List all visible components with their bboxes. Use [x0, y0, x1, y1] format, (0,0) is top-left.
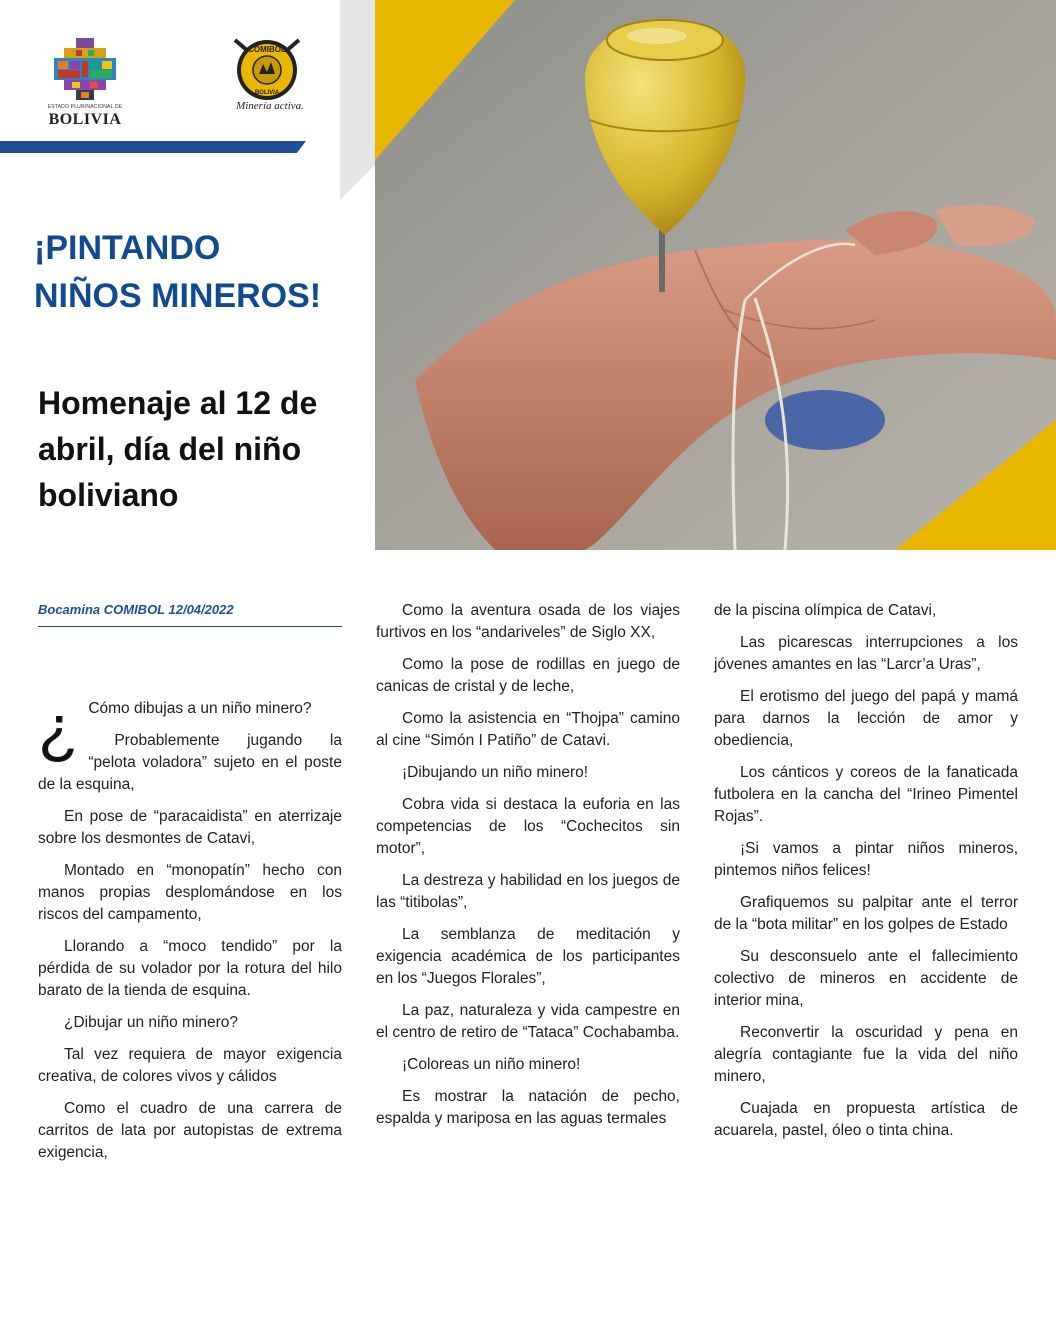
chakana-emblem-icon	[50, 38, 120, 100]
paragraph: La paz, naturaleza y vida campestre en el centro de retiro de “Tataca” Cochabamba.	[376, 1002, 680, 1041]
comibol-logo	[222, 34, 312, 112]
hero-photo	[375, 0, 1056, 550]
paragraph: Cobra vida si destaca la euforia en las competencias de los “Cochecitos sin motor”,	[376, 796, 680, 857]
paragraph: ¿Dibujar un niño minero?	[64, 1014, 239, 1031]
paragraph: Como la aventura osada de los viajes furtivos en los “andariveles” de Siglo XX,	[376, 602, 680, 641]
headline-line-2: NIÑOS MINEROS!	[34, 277, 322, 315]
headline	[34, 224, 374, 320]
paragraph: Como la pose de rodillas en juego de canicas de cristal y de leche,	[376, 656, 680, 695]
paragraph: ¡Coloreas un niño minero!	[402, 1056, 581, 1073]
header-grey-strip	[340, 0, 375, 200]
comibol-seal-top: COMIBOL	[248, 45, 286, 54]
paragraph: Es mostrar la natación de pecho, espalda y mariposa en las aguas termales	[376, 1088, 680, 1127]
subheadline: Homenaje al 12 de abril, día del niño boliviano	[38, 385, 318, 513]
header-blue-bar	[0, 141, 306, 153]
header-logos	[0, 0, 340, 145]
paragraph: Cuajada en propuesta artística de acuarela, pastel, óleo o tinta china.	[714, 1100, 1018, 1139]
paragraph: Su desconsuelo ante el fallecimiento colectivo de mineros en accidente de interior mina,	[714, 948, 1018, 1009]
column-1	[38, 691, 342, 1174]
column-2	[376, 600, 680, 1140]
paragraph: Llorando a “moco tendido” por la pérdida de su volador por la rotura del hilo barato de la tienda de esquina.	[38, 938, 342, 999]
paragraph: Probablemente jugando la “pelota voladora” sujeto en el poste de la esquina,	[38, 732, 342, 793]
byline: Bocamina COMIBOL 12/04/2022	[38, 602, 234, 617]
paragraph: En pose de “paracaidista” en aterrizaje sobre los desmontes de Catavi,	[38, 808, 342, 847]
column-3	[714, 600, 1018, 1152]
paragraph: Grafiquemos su palpitar ante el terror de la “bota militar” en los golpes de Estado	[714, 894, 1018, 933]
paragraph: Cómo dibujas a un niño minero?	[88, 700, 312, 717]
paragraph: Reconvertir la oscuridad y pena en alegría contagiante fue la vida del niño minero,	[714, 1024, 1018, 1085]
paragraph: La destreza y habilidad en los juegos de las “titibolas”,	[376, 872, 680, 911]
bolivia-big-text: BOLIVIA	[48, 111, 122, 128]
paragraph: El erotismo del juego del papá y mamá para darnos la lección de amor y obediencia,	[714, 688, 1018, 749]
paragraph: Tal vez requiera de mayor exigencia creativa, de colores vivos y cálidos	[38, 1046, 342, 1085]
bolivia-small-text: ESTADO PLURINACIONAL DE	[47, 104, 123, 110]
bolivia-logo	[40, 38, 130, 129]
paragraph: La semblanza de meditación y exigencia académica de los participantes en los “Juegos Florales”,	[376, 926, 680, 987]
paragraph: de la piscina olímpica de Catavi,	[714, 602, 937, 619]
drop-cap: ¿	[38, 691, 79, 765]
paragraph: Los cánticos y coreos de la fanaticada futbolera en la cancha del “Irineo Pimentel Rojas”.	[714, 764, 1018, 825]
paragraph: Como el cuadro de una carrera de carritos de lata por autopistas de extrema exigencia,	[38, 1100, 342, 1161]
comibol-seal-icon	[227, 34, 307, 102]
comibol-slogan: Minería activa.	[236, 100, 304, 112]
paragraph: Como la asistencia en “Thojpa” camino al cine “Simón I Patiño” de Catavi.	[376, 710, 680, 749]
headline-line-1: ¡PINTANDO	[34, 229, 221, 267]
paragraph: ¡Si vamos a pintar niños mineros, pintemos niños felices!	[714, 840, 1018, 879]
paragraph: Montado en “monopatín” hecho con manos propias desplomándose en los riscos del campamento,	[38, 862, 342, 923]
paragraph: ¡Dibujando un niño minero!	[402, 764, 589, 781]
paragraph: Las picarescas interrupciones a los jóvenes amantes en las “Larcr’a Uras”,	[714, 634, 1018, 673]
comibol-seal-bottom: BOLIVIA	[254, 90, 280, 96]
byline-divider	[38, 626, 342, 627]
